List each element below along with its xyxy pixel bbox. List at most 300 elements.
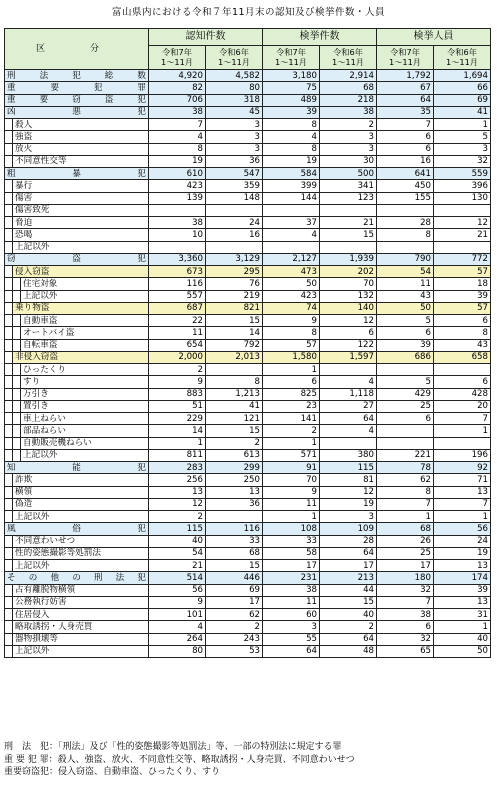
table-row xyxy=(5,229,491,241)
row-label: 不同意性交等 xyxy=(13,155,149,167)
value-cell: 7 xyxy=(377,498,434,510)
row-label: 知能犯 xyxy=(5,462,149,474)
value-cell: 45 xyxy=(206,106,263,118)
value-cell: 62 xyxy=(206,609,263,621)
value-cell: 75 xyxy=(263,82,320,94)
value-cell: 39 xyxy=(377,339,434,351)
row-label: 脅迫 xyxy=(13,217,149,229)
footnote-term: 重 要 犯 罪 xyxy=(4,754,49,765)
footnote-text: ：侵入窃盗、自動車盗、ひったくり、すり xyxy=(49,767,221,777)
row-label: 部品ねらい xyxy=(21,425,149,437)
value-cell: 13 xyxy=(434,486,491,498)
value-cell: 55 xyxy=(263,633,320,645)
value-cell: 2 xyxy=(149,511,206,523)
period-header: 令和7年 1〜11月 xyxy=(263,46,320,70)
value-cell: 21 xyxy=(434,229,491,241)
indent-cell xyxy=(5,266,13,278)
value-cell: 40 xyxy=(434,633,491,645)
footnote-term: 重要窃盗犯 xyxy=(4,767,50,777)
value-cell: 33 xyxy=(206,535,263,547)
value-cell: 43 xyxy=(434,339,491,351)
value-cell: 9 xyxy=(149,376,206,388)
value-cell: 299 xyxy=(206,462,263,474)
value-cell xyxy=(377,364,434,376)
value-cell: 790 xyxy=(377,253,434,265)
value-cell: 78 xyxy=(377,462,434,474)
value-cell: 40 xyxy=(320,609,377,621)
value-cell: 50 xyxy=(263,278,320,290)
row-label: 放火 xyxy=(13,143,149,155)
value-cell: 23 xyxy=(263,400,320,412)
value-cell xyxy=(434,364,491,376)
row-label: 窃盗犯 xyxy=(5,253,149,265)
value-cell: 39 xyxy=(434,290,491,302)
table-row xyxy=(5,498,491,510)
value-cell: 39 xyxy=(263,106,320,118)
indent-cell xyxy=(5,633,13,645)
value-cell: 122 xyxy=(320,339,377,351)
value-cell: 6 xyxy=(263,376,320,388)
value-cell: 19 xyxy=(263,155,320,167)
value-cell: 41 xyxy=(206,400,263,412)
indent-cell xyxy=(5,302,13,314)
value-cell: 148 xyxy=(206,192,263,204)
value-cell xyxy=(206,241,263,253)
indent-cell xyxy=(5,437,13,449)
value-cell: 6 xyxy=(434,315,491,327)
row-label: すり xyxy=(21,376,149,388)
value-cell: 81 xyxy=(320,474,377,486)
value-cell: 38 xyxy=(149,217,206,229)
value-cell: 13 xyxy=(206,486,263,498)
value-cell: 686 xyxy=(377,351,434,363)
value-cell: 2 xyxy=(263,425,320,437)
indent-cell xyxy=(5,425,13,437)
table-row xyxy=(5,290,491,302)
value-cell: 12 xyxy=(320,315,377,327)
value-cell: 883 xyxy=(149,388,206,400)
row-label: 刑法犯総数 xyxy=(5,70,149,82)
value-cell: 82 xyxy=(149,82,206,94)
value-cell: 24 xyxy=(206,217,263,229)
value-cell: 423 xyxy=(149,180,206,192)
indent-cell xyxy=(5,535,13,547)
table-row xyxy=(5,278,491,290)
table-row xyxy=(5,94,491,106)
value-cell: 70 xyxy=(320,278,377,290)
value-cell: 8 xyxy=(263,327,320,339)
value-cell: 318 xyxy=(206,94,263,106)
value-cell: 19 xyxy=(320,498,377,510)
value-cell: 130 xyxy=(434,192,491,204)
table-row xyxy=(5,168,491,180)
value-cell: 53 xyxy=(206,645,263,657)
value-cell: 231 xyxy=(263,572,320,584)
indent-cell xyxy=(5,376,13,388)
table-row xyxy=(5,645,491,657)
row-label: 乗り物盗 xyxy=(13,302,149,314)
value-cell: 3 xyxy=(434,143,491,155)
value-cell: 11 xyxy=(263,498,320,510)
value-cell: 2,013 xyxy=(206,351,263,363)
indent-cell xyxy=(13,413,21,425)
indent-cell xyxy=(13,364,21,376)
value-cell: 69 xyxy=(434,94,491,106)
value-cell: 36 xyxy=(206,155,263,167)
footnote xyxy=(4,754,494,767)
value-cell: 7 xyxy=(377,596,434,608)
row-label: 車上ねらい xyxy=(21,413,149,425)
value-cell: 559 xyxy=(434,168,491,180)
value-cell: 22 xyxy=(149,315,206,327)
table-row xyxy=(5,266,491,278)
value-cell: 139 xyxy=(149,192,206,204)
table-row xyxy=(5,486,491,498)
table-row xyxy=(5,106,491,118)
table-row xyxy=(5,388,491,400)
value-cell: 3,360 xyxy=(149,253,206,265)
row-label: 凶悪犯 xyxy=(5,106,149,118)
value-cell: 68 xyxy=(320,82,377,94)
value-cell: 1,694 xyxy=(434,70,491,82)
value-cell: 6 xyxy=(377,143,434,155)
indent-cell xyxy=(5,400,13,412)
table-row xyxy=(5,584,491,596)
table-row xyxy=(5,535,491,547)
value-cell: 450 xyxy=(377,180,434,192)
value-cell: 213 xyxy=(320,572,377,584)
value-cell: 547 xyxy=(206,168,263,180)
value-cell: 3,180 xyxy=(263,70,320,82)
value-cell: 9 xyxy=(263,486,320,498)
indent-cell xyxy=(5,498,13,510)
row-label: 置引き xyxy=(21,400,149,412)
indent-cell xyxy=(5,339,13,351)
value-cell: 64 xyxy=(263,645,320,657)
value-cell: 13 xyxy=(149,486,206,498)
indent-cell xyxy=(13,388,21,400)
value-cell: 32 xyxy=(434,155,491,167)
row-label: 殺人 xyxy=(13,119,149,131)
value-cell xyxy=(377,204,434,216)
indent-cell xyxy=(13,290,21,302)
value-cell: 1 xyxy=(377,511,434,523)
value-cell: 28 xyxy=(377,217,434,229)
value-cell xyxy=(320,241,377,253)
value-cell: 50 xyxy=(377,302,434,314)
row-label: オートバイ盗 xyxy=(21,327,149,339)
footnote xyxy=(4,741,494,754)
value-cell: 12 xyxy=(320,486,377,498)
footnotes xyxy=(4,741,494,779)
indent-cell xyxy=(5,180,13,192)
indent-cell xyxy=(5,560,13,572)
value-cell xyxy=(320,437,377,449)
table-row xyxy=(5,70,491,82)
value-cell: 67 xyxy=(377,82,434,94)
row-label: 自転車盗 xyxy=(21,339,149,351)
value-cell xyxy=(377,437,434,449)
value-cell: 144 xyxy=(263,192,320,204)
value-cell: 141 xyxy=(263,413,320,425)
header-cleared-cases: 検挙件数 xyxy=(263,29,377,46)
value-cell: 28 xyxy=(320,535,377,547)
value-cell: 18 xyxy=(434,278,491,290)
row-label: 占有離脱物横領 xyxy=(13,584,149,596)
value-cell: 17 xyxy=(320,560,377,572)
indent-cell xyxy=(5,388,13,400)
indent-cell xyxy=(5,364,13,376)
table-row xyxy=(5,413,491,425)
row-label: 性的姿態撮影等処罰法 xyxy=(13,547,149,559)
value-cell: 243 xyxy=(206,633,263,645)
value-cell: 1,792 xyxy=(377,70,434,82)
row-label: 傷害 xyxy=(13,192,149,204)
value-cell: 706 xyxy=(149,94,206,106)
value-cell: 1,213 xyxy=(206,388,263,400)
indent-cell xyxy=(5,241,13,253)
value-cell: 60 xyxy=(263,609,320,621)
value-cell: 115 xyxy=(320,462,377,474)
value-cell xyxy=(434,241,491,253)
value-cell: 1,597 xyxy=(320,351,377,363)
table-row xyxy=(5,82,491,94)
value-cell: 41 xyxy=(434,106,491,118)
value-cell: 1 xyxy=(434,511,491,523)
indent-cell xyxy=(5,290,13,302)
table-row xyxy=(5,449,491,461)
value-cell: 33 xyxy=(263,535,320,547)
value-cell: 428 xyxy=(434,388,491,400)
table-row xyxy=(5,217,491,229)
value-cell: 57 xyxy=(263,339,320,351)
crime-statistics-table xyxy=(4,28,491,658)
indent-cell xyxy=(5,204,13,216)
value-cell: 687 xyxy=(149,302,206,314)
value-cell: 219 xyxy=(206,290,263,302)
value-cell: 5 xyxy=(434,131,491,143)
table-row xyxy=(5,131,491,143)
value-cell: 584 xyxy=(263,168,320,180)
value-cell: 7 xyxy=(149,119,206,131)
value-cell: 57 xyxy=(434,266,491,278)
footnote-text: ：殺人、強盗、放火、不同意性交等、略取誘拐・人身売買、不同意わいせつ xyxy=(48,754,355,765)
table-row xyxy=(5,400,491,412)
row-label: 重要窃盗犯 xyxy=(5,94,149,106)
row-label: 公務執行妨害 xyxy=(13,596,149,608)
value-cell: 15 xyxy=(320,596,377,608)
value-cell: 48 xyxy=(320,645,377,657)
value-cell: 68 xyxy=(377,523,434,535)
value-cell: 571 xyxy=(263,449,320,461)
row-label: 暴行 xyxy=(13,180,149,192)
value-cell: 6 xyxy=(377,413,434,425)
value-cell: 8 xyxy=(206,376,263,388)
value-cell: 15 xyxy=(206,425,263,437)
value-cell: 9 xyxy=(263,315,320,327)
value-cell: 3,129 xyxy=(206,253,263,265)
value-cell xyxy=(320,204,377,216)
indent-cell xyxy=(5,192,13,204)
category-header: 区 分 xyxy=(5,29,149,70)
value-cell: 2,914 xyxy=(320,70,377,82)
value-cell: 2,000 xyxy=(149,351,206,363)
value-cell: 3 xyxy=(320,511,377,523)
table-row xyxy=(5,596,491,608)
footnote xyxy=(4,766,494,779)
value-cell: 80 xyxy=(206,82,263,94)
value-cell: 9 xyxy=(149,596,206,608)
value-cell: 6 xyxy=(377,621,434,633)
value-cell: 37 xyxy=(263,217,320,229)
row-label: 傷害致死 xyxy=(13,204,149,216)
table-row xyxy=(5,621,491,633)
value-cell: 613 xyxy=(206,449,263,461)
value-cell: 2 xyxy=(320,621,377,633)
value-cell: 101 xyxy=(149,609,206,621)
indent-cell xyxy=(5,609,13,621)
value-cell: 4,582 xyxy=(206,70,263,82)
value-cell: 15 xyxy=(206,560,263,572)
value-cell: 1 xyxy=(149,437,206,449)
value-cell: 36 xyxy=(206,498,263,510)
value-cell: 658 xyxy=(434,351,491,363)
period-header: 令和7年 1〜11月 xyxy=(149,46,206,70)
value-cell: 68 xyxy=(206,547,263,559)
indent-cell xyxy=(13,327,21,339)
table-row xyxy=(5,633,491,645)
value-cell xyxy=(320,364,377,376)
value-cell: 24 xyxy=(434,535,491,547)
value-cell: 13 xyxy=(434,596,491,608)
value-cell: 673 xyxy=(149,266,206,278)
indent-cell xyxy=(13,425,21,437)
value-cell: 423 xyxy=(263,290,320,302)
footnote-term: 刑 法 犯 xyxy=(4,742,50,752)
value-cell: 4 xyxy=(320,425,377,437)
value-cell: 3 xyxy=(320,143,377,155)
value-cell: 2 xyxy=(206,437,263,449)
table-row xyxy=(5,315,491,327)
value-cell: 56 xyxy=(149,584,206,596)
row-label: 風俗犯 xyxy=(5,523,149,535)
value-cell: 221 xyxy=(377,449,434,461)
value-cell: 51 xyxy=(149,400,206,412)
value-cell: 39 xyxy=(434,584,491,596)
table-row xyxy=(5,474,491,486)
indent-cell xyxy=(5,278,13,290)
value-cell: 8 xyxy=(377,486,434,498)
table-row xyxy=(5,253,491,265)
period-header: 令和6年 1〜11月 xyxy=(320,46,377,70)
page-title: 富山県内における令和７年11月末の認知及び検挙件数・人員 xyxy=(111,7,386,18)
value-cell: 38 xyxy=(320,106,377,118)
value-cell: 17 xyxy=(206,596,263,608)
indent-cell xyxy=(5,351,13,363)
value-cell: 4 xyxy=(149,621,206,633)
table-row xyxy=(5,204,491,216)
value-cell: 16 xyxy=(377,155,434,167)
table-row xyxy=(5,302,491,314)
value-cell: 4 xyxy=(320,376,377,388)
value-cell: 359 xyxy=(206,180,263,192)
value-cell: 500 xyxy=(320,168,377,180)
row-label: 上記以外 xyxy=(13,560,149,572)
indent-cell xyxy=(5,511,13,523)
indent-cell xyxy=(5,547,13,559)
value-cell: 7 xyxy=(434,413,491,425)
value-cell xyxy=(206,511,263,523)
indent-cell xyxy=(13,278,21,290)
value-cell: 50 xyxy=(434,645,491,657)
value-cell: 115 xyxy=(149,523,206,535)
row-label: 上記以外 xyxy=(13,511,149,523)
value-cell: 121 xyxy=(206,413,263,425)
value-cell: 489 xyxy=(263,94,320,106)
value-cell: 1,580 xyxy=(263,351,320,363)
table-row xyxy=(5,511,491,523)
value-cell: 772 xyxy=(434,253,491,265)
value-cell: 11 xyxy=(149,327,206,339)
indent-cell xyxy=(5,119,13,131)
value-cell: 38 xyxy=(377,609,434,621)
table-row xyxy=(5,572,491,584)
value-cell: 2 xyxy=(149,364,206,376)
value-cell xyxy=(206,204,263,216)
value-cell: 180 xyxy=(377,572,434,584)
value-cell xyxy=(206,364,263,376)
row-label: 不同意わいせつ xyxy=(13,535,149,547)
value-cell: 19 xyxy=(149,155,206,167)
value-cell: 65 xyxy=(377,645,434,657)
value-cell: 8 xyxy=(149,143,206,155)
value-cell: 14 xyxy=(206,327,263,339)
value-cell: 38 xyxy=(149,106,206,118)
value-cell: 12 xyxy=(149,498,206,510)
value-cell: 218 xyxy=(320,94,377,106)
table-row xyxy=(5,119,491,131)
value-cell: 140 xyxy=(320,302,377,314)
header-recognized-cases: 認知件数 xyxy=(149,29,263,46)
value-cell: 31 xyxy=(434,609,491,621)
value-cell: 116 xyxy=(149,278,206,290)
row-label: 重要犯罪 xyxy=(5,82,149,94)
value-cell: 6 xyxy=(377,327,434,339)
header-arrested-persons: 検挙人員 xyxy=(377,29,491,46)
row-label: 非侵入窃盗 xyxy=(13,351,149,363)
row-label: 詐欺 xyxy=(13,474,149,486)
value-cell: 6 xyxy=(434,376,491,388)
table-row xyxy=(5,241,491,253)
value-cell: 66 xyxy=(434,82,491,94)
table-row xyxy=(5,192,491,204)
value-cell: 429 xyxy=(377,388,434,400)
table-row xyxy=(5,425,491,437)
value-cell: 44 xyxy=(320,584,377,596)
value-cell xyxy=(149,241,206,253)
row-label: 住宅対象 xyxy=(21,278,149,290)
indent-cell xyxy=(5,596,13,608)
value-cell: 64 xyxy=(377,94,434,106)
value-cell: 57 xyxy=(434,302,491,314)
value-cell: 64 xyxy=(320,547,377,559)
value-cell: 396 xyxy=(434,180,491,192)
period-header: 令和6年 1〜11月 xyxy=(434,46,491,70)
value-cell: 8 xyxy=(377,229,434,241)
indent-cell xyxy=(5,143,13,155)
value-cell: 446 xyxy=(206,572,263,584)
value-cell: 229 xyxy=(149,413,206,425)
